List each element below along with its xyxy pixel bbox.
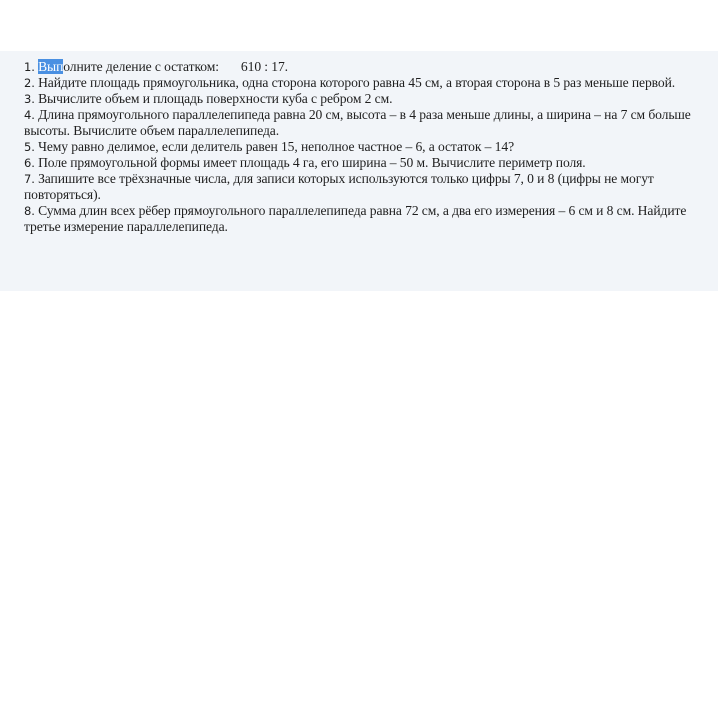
task-3[interactable] [24,91,708,107]
task-expression: 610 : 17. [240,59,288,74]
task-1[interactable] [24,59,708,75]
task-number: 6. [24,156,35,170]
task-number: 5. [24,140,35,154]
task-text: Чему равно делимое, если делитель равен 15, неполное частное – 6, а остаток – 14? [38,139,515,154]
task-text: Вычислите объем и площадь поверхности куба с ребром 2 см. [38,91,393,106]
task-text: Запишите все трёхзначные числа, для записи которых используются только цифры 7, 0 и 8 (цифры не могут повторяться). [24,171,654,202]
selected-text[interactable]: Вып [38,59,64,74]
task-number: 4. [24,108,35,122]
task-number: 3. [24,92,35,106]
task-number: 7. [24,172,35,186]
task-6[interactable] [24,155,708,171]
task-number: 2. [24,76,35,90]
task-list [24,59,708,235]
task-text: олните деление с остатком: [63,59,219,74]
task-text: Длина прямоугольного параллелепипеда равна 20 см, высота – в 4 раза меньше длины, а ширина – на 7 см больше высоты. Вычислите объем параллелепипеда. [24,107,691,138]
task-panel [0,51,718,291]
task-8[interactable] [24,203,708,235]
task-number: 1. [24,60,35,74]
task-2[interactable] [24,75,708,91]
task-5[interactable] [24,139,708,155]
task-text: Поле прямоугольной формы имеет площадь 4 га, его ширина – 50 м. Вычислите периметр поля. [38,155,586,170]
task-text: Сумма длин всех рёбер прямоугольного параллелепипеда равна 72 см, а два его измерения – 6 см и 8 см. Найдите третье измерение параллелепипеда. [24,203,687,234]
task-text: Найдите площадь прямоугольника, одна сторона которого равна 45 см, а вторая сторона в 5 раз меньше первой. [38,75,676,90]
task-4[interactable] [24,107,708,139]
task-number: 8. [24,204,35,218]
task-7[interactable] [24,171,708,203]
